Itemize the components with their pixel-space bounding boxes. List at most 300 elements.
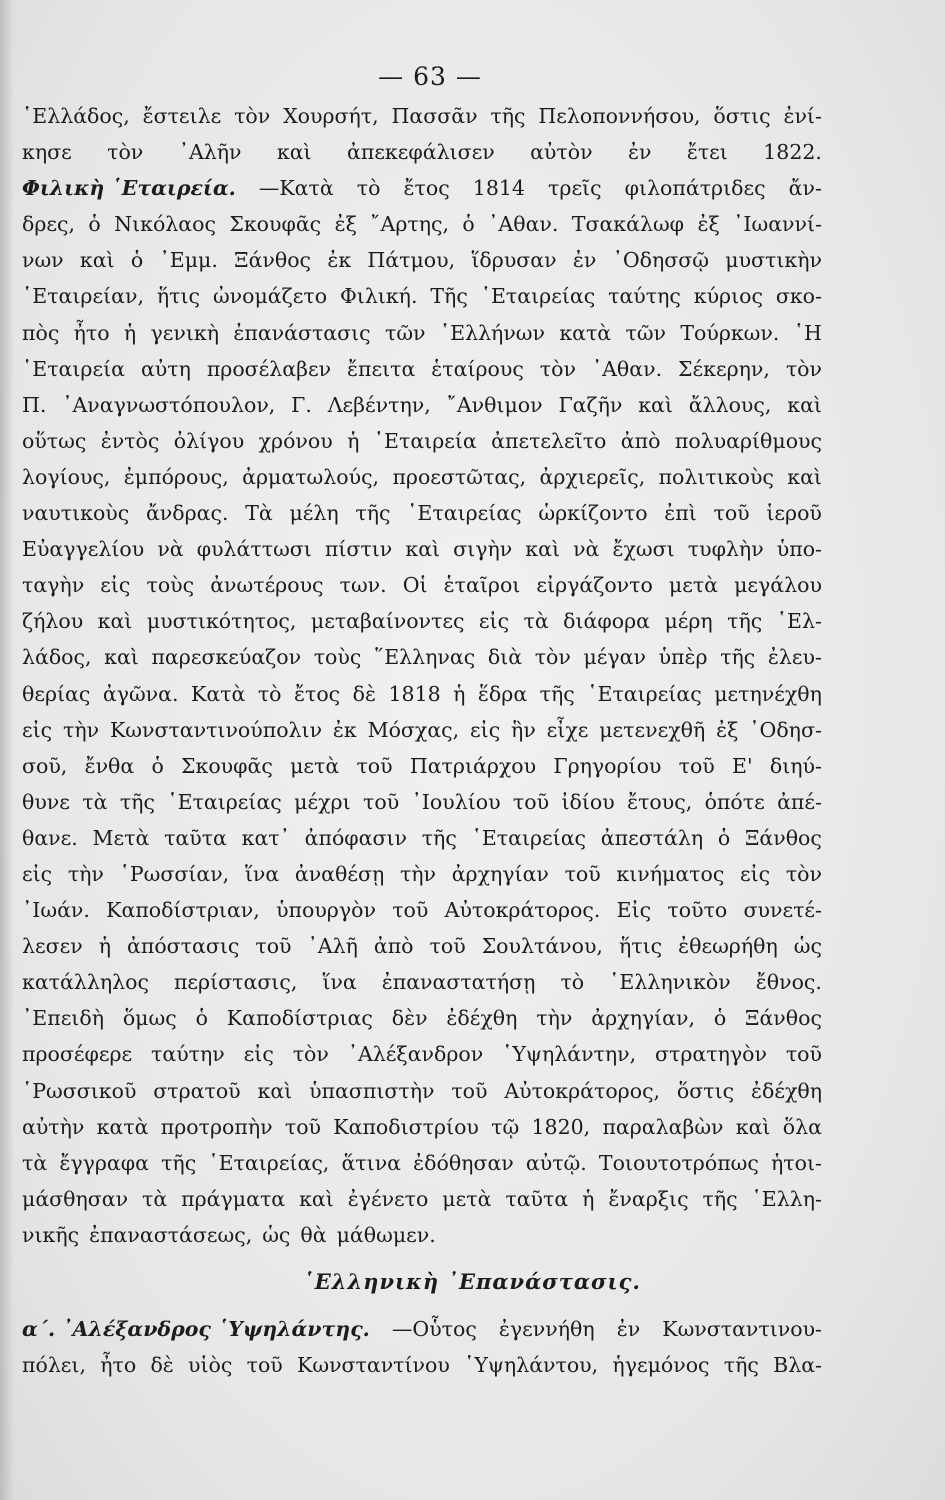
word: ἥτις bbox=[156, 284, 201, 309]
word: τῆς bbox=[421, 825, 457, 850]
word: στρατοῦ bbox=[153, 1078, 241, 1103]
word: ταύτης bbox=[608, 284, 681, 309]
word: ἄνδρας. bbox=[145, 501, 229, 526]
word: ἐξ bbox=[716, 717, 739, 742]
word: τὰ bbox=[22, 1150, 48, 1175]
word: ὁ bbox=[717, 825, 731, 850]
word: Εἰς bbox=[616, 898, 652, 923]
word: μεταβαίνοντες bbox=[310, 609, 465, 634]
word: ἀπόφασιν bbox=[304, 825, 407, 850]
word: θανε. bbox=[22, 825, 78, 850]
word: ῾Εταιρείας bbox=[587, 681, 702, 706]
word: ἐντὸς bbox=[100, 428, 160, 453]
word: ῾Εταιρεία bbox=[22, 356, 125, 381]
text-line bbox=[22, 459, 822, 495]
word: Τῆς bbox=[430, 284, 468, 309]
text-line bbox=[22, 1217, 822, 1253]
word: μέγαν bbox=[583, 645, 646, 670]
word: ᾿Αλῆν bbox=[178, 140, 242, 165]
word: μετὰ bbox=[442, 1186, 492, 1211]
word: καὶ bbox=[257, 1078, 293, 1103]
word: ἥτις bbox=[618, 934, 663, 959]
text-line bbox=[22, 1036, 822, 1072]
word: Ξάνθος bbox=[744, 825, 822, 850]
word: —Κατὰ bbox=[258, 176, 334, 201]
word: τοῦ bbox=[429, 934, 466, 959]
word: ἐλευ- bbox=[767, 645, 822, 670]
word: ἄν- bbox=[788, 176, 822, 201]
paragraph-lead-title: α΄. ᾿Αλέξανδρος ῾Υψηλάντης. bbox=[22, 1317, 370, 1341]
word: μέχρι bbox=[294, 789, 351, 814]
word: τῆς bbox=[539, 681, 575, 706]
word: ᾿Οδησσῷ bbox=[612, 248, 709, 273]
word: ἵνα bbox=[322, 970, 357, 995]
word: ἐκ bbox=[327, 248, 352, 273]
word: καὶ bbox=[104, 645, 139, 670]
word: ἀγῶνα. bbox=[102, 681, 179, 706]
word: ἄλλους, bbox=[688, 392, 772, 417]
word: ῾Εταιρείας bbox=[471, 825, 587, 850]
word: Πατριάρχου bbox=[409, 753, 537, 778]
page-text bbox=[22, 98, 822, 1383]
text-line bbox=[22, 567, 822, 603]
word: ὅστις bbox=[676, 1078, 735, 1103]
word: ᾿Εμμ. bbox=[159, 248, 218, 273]
word: ταῦτα bbox=[164, 825, 227, 850]
text-line bbox=[22, 928, 822, 964]
word: ἡ bbox=[123, 320, 137, 345]
text-line bbox=[22, 134, 822, 170]
word: τῆς bbox=[119, 789, 155, 814]
word: ἑταίρους bbox=[431, 356, 524, 381]
word: μέλη bbox=[289, 501, 339, 526]
word: τῶν bbox=[385, 320, 426, 345]
word: ὡρκίζοντο bbox=[538, 501, 648, 526]
text-line bbox=[22, 748, 822, 784]
word: τοὺς bbox=[313, 645, 362, 670]
word: ἐνί- bbox=[783, 104, 822, 128]
word: εἶχε bbox=[546, 717, 589, 742]
word: Αὐτοκράτορος, bbox=[504, 1078, 661, 1103]
text-line bbox=[22, 531, 822, 567]
text-line bbox=[22, 712, 822, 748]
word: προτροπὴν bbox=[160, 1114, 273, 1139]
word: ἑταῖροι bbox=[443, 573, 521, 598]
word: τὸν bbox=[107, 140, 144, 165]
word: δὲν bbox=[391, 1006, 428, 1031]
word: πολυαρίθμους bbox=[674, 428, 822, 453]
word: Κωνσταντινούπολιν bbox=[109, 717, 323, 742]
word: προεστῶτας, bbox=[392, 464, 527, 489]
word: καὶ bbox=[276, 140, 312, 165]
word: ὅστις bbox=[713, 104, 771, 128]
word: αὐτη bbox=[140, 356, 191, 381]
word: ἐγεννήθη bbox=[498, 1317, 595, 1341]
word: ἡγεμόνος bbox=[612, 1353, 710, 1378]
word: ταῦτα bbox=[505, 1186, 569, 1211]
word: ἀρχιερεῖς, bbox=[539, 464, 646, 489]
word: λάδος, bbox=[22, 645, 92, 670]
text-line bbox=[22, 676, 822, 712]
word: μυστικότητος, bbox=[146, 609, 297, 634]
word: ῎Ανθιμον bbox=[446, 392, 543, 417]
word: ἦτο bbox=[100, 1353, 137, 1378]
word: ἀρχηγίαν, bbox=[591, 1006, 695, 1031]
word: τῷ bbox=[491, 1114, 520, 1139]
paragraph-lead-title: Φιλικὴ ῾Εταιρεία. bbox=[22, 176, 236, 201]
word: κατ᾿ bbox=[241, 825, 290, 850]
word: ῾Η bbox=[793, 320, 822, 345]
word: μετὰ bbox=[290, 753, 340, 778]
word: ἡ bbox=[98, 934, 111, 959]
word: ἐξ bbox=[334, 212, 357, 237]
word: ζήλου bbox=[22, 609, 84, 634]
word: τοῦ bbox=[512, 789, 550, 814]
word: 1820, bbox=[531, 1114, 591, 1139]
word: ᾿Επειδὴ bbox=[22, 1006, 104, 1031]
word: εἰς bbox=[470, 717, 501, 742]
word: τὸν bbox=[785, 356, 822, 381]
word: ὑπὲρ bbox=[658, 645, 708, 670]
word: τῆς bbox=[720, 645, 756, 670]
word: μέρη bbox=[664, 609, 713, 634]
text-line bbox=[22, 1311, 822, 1347]
word: λεσεν bbox=[22, 934, 83, 959]
word: συνετέ- bbox=[743, 898, 822, 923]
word: εἰς bbox=[100, 573, 131, 598]
word: Βλα- bbox=[773, 1353, 822, 1378]
word: Τσακάλωφ bbox=[571, 212, 685, 237]
word: Κατὰ bbox=[191, 681, 246, 706]
word: ἔτος bbox=[403, 176, 450, 201]
text-line bbox=[22, 170, 822, 206]
word: Σκουφᾶς bbox=[181, 753, 273, 778]
word: χρόνου bbox=[258, 428, 333, 453]
word: τοῦ bbox=[392, 898, 429, 923]
word: ἔγγραφα bbox=[59, 1150, 149, 1175]
word: ὁ bbox=[462, 212, 475, 237]
word: οὕτως bbox=[22, 428, 87, 453]
word: δὲ bbox=[150, 1353, 174, 1378]
word: ῾Ελ- bbox=[776, 609, 822, 634]
word: Πασσᾶν bbox=[391, 104, 478, 128]
word: ἔτος bbox=[294, 681, 341, 706]
word: ῾Εταιρείας bbox=[167, 789, 282, 814]
word: ὁ bbox=[151, 753, 164, 778]
word: καὶ bbox=[79, 248, 115, 273]
word: ᾿Ιουλίου bbox=[411, 789, 501, 814]
word: καὶ bbox=[787, 392, 822, 417]
word: Σουλτάνου, bbox=[481, 934, 603, 959]
word: τὸν bbox=[234, 104, 271, 128]
word: σιγὴν bbox=[453, 537, 513, 562]
word: Αὐτοκράτορος. bbox=[444, 898, 601, 923]
word: τοῦ bbox=[356, 753, 393, 778]
word: ἀναθέσῃ bbox=[294, 861, 385, 886]
word: φυλάττωσι bbox=[196, 537, 312, 562]
word: διάφορα bbox=[563, 609, 650, 634]
word: ὁ bbox=[713, 1006, 727, 1031]
word: μετὰ bbox=[668, 573, 719, 598]
word: τὰ bbox=[82, 789, 108, 814]
word: πόλει, bbox=[22, 1353, 86, 1378]
word: τὸ bbox=[356, 176, 381, 201]
word: υἱὸς bbox=[188, 1353, 233, 1378]
word: εἰς bbox=[22, 717, 53, 742]
word: ᾿Ιωάν. bbox=[22, 898, 90, 923]
word: ἵνα bbox=[244, 861, 280, 886]
word: ἀπεστάλη bbox=[600, 825, 704, 850]
word: ᾿Αθαν. bbox=[591, 356, 663, 381]
word: ἅτινα bbox=[341, 1150, 401, 1175]
word: τοῦ bbox=[451, 1078, 488, 1103]
word: ἀπὸ bbox=[373, 934, 414, 959]
word: Καποδίστριαν, bbox=[106, 898, 260, 923]
word: τῆς bbox=[161, 1150, 197, 1175]
text-line bbox=[22, 639, 822, 675]
word: Σέκερην, bbox=[678, 356, 770, 381]
word: τῆς bbox=[702, 1186, 738, 1211]
text-line bbox=[22, 351, 822, 387]
word: ἡ bbox=[347, 428, 360, 453]
word: τοῦ bbox=[363, 789, 400, 814]
word: διηύ- bbox=[769, 753, 822, 778]
word: αὐτὸν bbox=[530, 140, 593, 165]
word: τοῦ bbox=[678, 753, 715, 778]
word: ἀπεκεφάλισεν bbox=[347, 140, 495, 165]
word: ἦτο bbox=[73, 320, 110, 345]
word: θὰ bbox=[300, 1222, 327, 1247]
text-line bbox=[22, 387, 822, 423]
word: ἔχωσι bbox=[612, 537, 675, 562]
word: ὡς bbox=[262, 1222, 291, 1247]
word: ῾Υψηλάντου, bbox=[464, 1353, 599, 1378]
text-line bbox=[22, 603, 822, 639]
text-line bbox=[22, 1145, 822, 1181]
word: τὸν bbox=[785, 861, 822, 886]
word: ῾Ρωσσίαν, bbox=[119, 861, 230, 886]
word: ἐπαναστατήσῃ bbox=[381, 970, 536, 995]
word: πίστιν bbox=[324, 537, 393, 562]
text-line bbox=[22, 856, 822, 892]
word: νὰ bbox=[157, 537, 184, 562]
word: ὁπότε bbox=[704, 789, 765, 814]
text-line bbox=[22, 784, 822, 820]
page-number: — 63 — bbox=[378, 62, 482, 91]
text-line bbox=[22, 964, 822, 1000]
word: Μόσχας, bbox=[367, 717, 460, 742]
word: νων bbox=[22, 248, 64, 273]
word: ὁ bbox=[195, 1006, 208, 1031]
word: των. bbox=[339, 573, 387, 598]
word: ῾Εταιρείας bbox=[480, 284, 596, 309]
text-line bbox=[22, 820, 822, 856]
word: ὑπο- bbox=[776, 537, 822, 562]
word: Ε' bbox=[732, 753, 753, 778]
word: ᾿Αναγνωστόπουλον, bbox=[62, 392, 276, 417]
word: 1822. bbox=[763, 140, 822, 165]
word: ῾Εταιρείας bbox=[407, 501, 522, 526]
text-line bbox=[22, 206, 822, 242]
word: μάθωμεν. bbox=[336, 1222, 436, 1247]
word: Χουρσήτ, bbox=[283, 104, 379, 128]
word: ῾Εταιρείαν, bbox=[22, 284, 144, 309]
section-heading: ῾Ελληνικὴ ᾿Επανάστασις. bbox=[303, 1269, 641, 1294]
word: ἔνθα bbox=[84, 753, 135, 778]
word: 1814 bbox=[472, 176, 525, 201]
word: τῆς bbox=[723, 1353, 759, 1378]
word: κατὰ bbox=[96, 1114, 149, 1139]
word: ἔτους, bbox=[627, 789, 693, 814]
word: κύριος bbox=[693, 284, 763, 309]
word: Γαζῆν bbox=[558, 392, 623, 417]
word: Κωνσταντινου- bbox=[662, 1317, 822, 1341]
page-edge-shadow bbox=[0, 0, 14, 1500]
word: ταύτην bbox=[151, 1042, 225, 1067]
word: ῞Ελληνας bbox=[373, 645, 476, 670]
word: ταγὴν bbox=[22, 573, 85, 598]
word: τὰ bbox=[523, 609, 549, 634]
word: ἔτει bbox=[686, 140, 728, 165]
word: ἔπειτα bbox=[347, 356, 416, 381]
word: τῶν bbox=[625, 320, 667, 345]
word: ῾Ελλήνων bbox=[439, 320, 545, 345]
word: ὁ bbox=[88, 212, 101, 237]
word: ἀρματωλούς, bbox=[242, 464, 380, 489]
text-line bbox=[22, 423, 822, 459]
word: τὴν bbox=[63, 717, 100, 742]
word: σοῦ, bbox=[22, 753, 68, 778]
word: πὸς bbox=[22, 320, 60, 345]
text-line bbox=[22, 892, 822, 928]
word: διὰ bbox=[487, 645, 523, 670]
word: Καποδιστρίου bbox=[333, 1114, 479, 1139]
word: μάσθησαν bbox=[22, 1186, 129, 1211]
word: θυνε bbox=[22, 789, 70, 814]
word: τυφλὴν bbox=[687, 537, 764, 562]
word: μεγάλου bbox=[734, 573, 822, 598]
word: εἰς bbox=[243, 1042, 274, 1067]
word: ἐδόθησαν bbox=[413, 1150, 514, 1175]
word: τὸ bbox=[560, 970, 585, 995]
word: Πελοποννήσου, bbox=[538, 104, 701, 128]
word: ἀνωτέρους bbox=[210, 573, 324, 598]
word: ὅμως bbox=[122, 1006, 177, 1031]
word: ἐθεωρήθη bbox=[678, 934, 778, 959]
word: ἰδίου bbox=[561, 789, 615, 814]
word: τὴν bbox=[399, 861, 437, 886]
word: ἔθνος. bbox=[755, 970, 822, 995]
word: ὀλίγου bbox=[173, 428, 245, 453]
word: παραλαβὼν bbox=[602, 1114, 724, 1139]
word: ῾Εταιρείας, bbox=[208, 1150, 330, 1175]
word: ἐκ bbox=[332, 717, 357, 742]
word: Νικόλαος bbox=[114, 212, 216, 237]
word: παρεσκεύαζον bbox=[151, 645, 302, 670]
word: ῾Εταιρεία bbox=[373, 428, 477, 453]
word: ῎Αρτης, bbox=[370, 212, 450, 237]
word: τὸ bbox=[257, 681, 282, 706]
word: ᾿Αθαν. bbox=[488, 212, 559, 237]
text-line bbox=[22, 1181, 822, 1217]
word: ὅλα bbox=[782, 1114, 822, 1139]
word: Εὐαγγελίου bbox=[22, 537, 145, 562]
word: Οἱ bbox=[402, 573, 428, 598]
word: τοῦ bbox=[246, 1353, 283, 1378]
word: τοῦ bbox=[713, 501, 750, 526]
word: τρεῖς bbox=[548, 176, 602, 201]
word: ἀπέ- bbox=[777, 789, 822, 814]
word: τὴν bbox=[536, 1006, 573, 1031]
word: ἐμπόρους, bbox=[123, 464, 229, 489]
word: δρες, bbox=[22, 212, 76, 237]
word: καὶ bbox=[735, 1114, 771, 1139]
word: καὶ bbox=[97, 609, 133, 634]
word: λογίους, bbox=[22, 464, 111, 489]
word: καὶ bbox=[525, 537, 560, 562]
word: γενικὴ bbox=[150, 320, 220, 345]
word: εἰς bbox=[478, 609, 510, 634]
word: ἐν bbox=[616, 1317, 641, 1341]
word: ὑπασπιστὴν bbox=[309, 1078, 435, 1103]
word: νικῆς bbox=[22, 1222, 80, 1247]
word: ὑπουργὸν bbox=[276, 898, 376, 923]
word: ἐπαναστάσεως, bbox=[89, 1222, 253, 1247]
word: πολιτικοὺς bbox=[658, 464, 774, 489]
word: Ξάνθος bbox=[745, 1006, 822, 1031]
word: ῾Ελλη- bbox=[751, 1186, 822, 1211]
word: Τοιουτοτρόπως bbox=[598, 1150, 759, 1175]
word: τῆς bbox=[727, 609, 763, 634]
word: τοὺς bbox=[146, 573, 195, 598]
word: ῾Ελληνικὸν bbox=[609, 970, 731, 995]
word: τοῦ bbox=[255, 934, 292, 959]
word: Π. bbox=[22, 392, 47, 417]
word: ἐγένετο bbox=[347, 1186, 429, 1211]
word: μετηνέχθη bbox=[714, 681, 822, 706]
word: μετενεχθῆ bbox=[599, 717, 706, 742]
word: ἡτοι- bbox=[771, 1150, 822, 1175]
word: Γρηγορίου bbox=[553, 753, 662, 778]
word: ἀπόστασις bbox=[127, 934, 240, 959]
word: κησε bbox=[22, 140, 72, 165]
word: ῾Ρωσσικοῦ bbox=[22, 1078, 137, 1103]
word: Ξάνθος bbox=[234, 248, 312, 273]
word: τὸν bbox=[534, 645, 571, 670]
word: προσέλαβεν bbox=[206, 356, 332, 381]
word: ἕδρα bbox=[477, 681, 528, 706]
word: ὠνομάζετο bbox=[212, 284, 328, 309]
text-line bbox=[22, 1073, 822, 1109]
word: σκο- bbox=[775, 284, 822, 309]
word: καὶ bbox=[405, 537, 441, 562]
word: καὶ bbox=[638, 392, 673, 417]
word: κατὰ bbox=[559, 320, 612, 345]
word: 1818 bbox=[388, 681, 441, 706]
word: ἔστειλε bbox=[142, 104, 222, 128]
word: περίστασις, bbox=[173, 970, 298, 995]
word: εἰς bbox=[22, 861, 53, 886]
word: πράγματα bbox=[181, 1186, 286, 1211]
word: τὸν bbox=[539, 356, 576, 381]
text-line bbox=[22, 98, 822, 134]
word: Τὰ bbox=[245, 501, 273, 526]
word: ὡς bbox=[793, 934, 822, 959]
word: δὲ bbox=[352, 681, 376, 706]
word: φιλοπάτριδες bbox=[624, 176, 766, 201]
word: Σκουφᾶς bbox=[229, 212, 322, 237]
text-line bbox=[22, 1347, 822, 1383]
